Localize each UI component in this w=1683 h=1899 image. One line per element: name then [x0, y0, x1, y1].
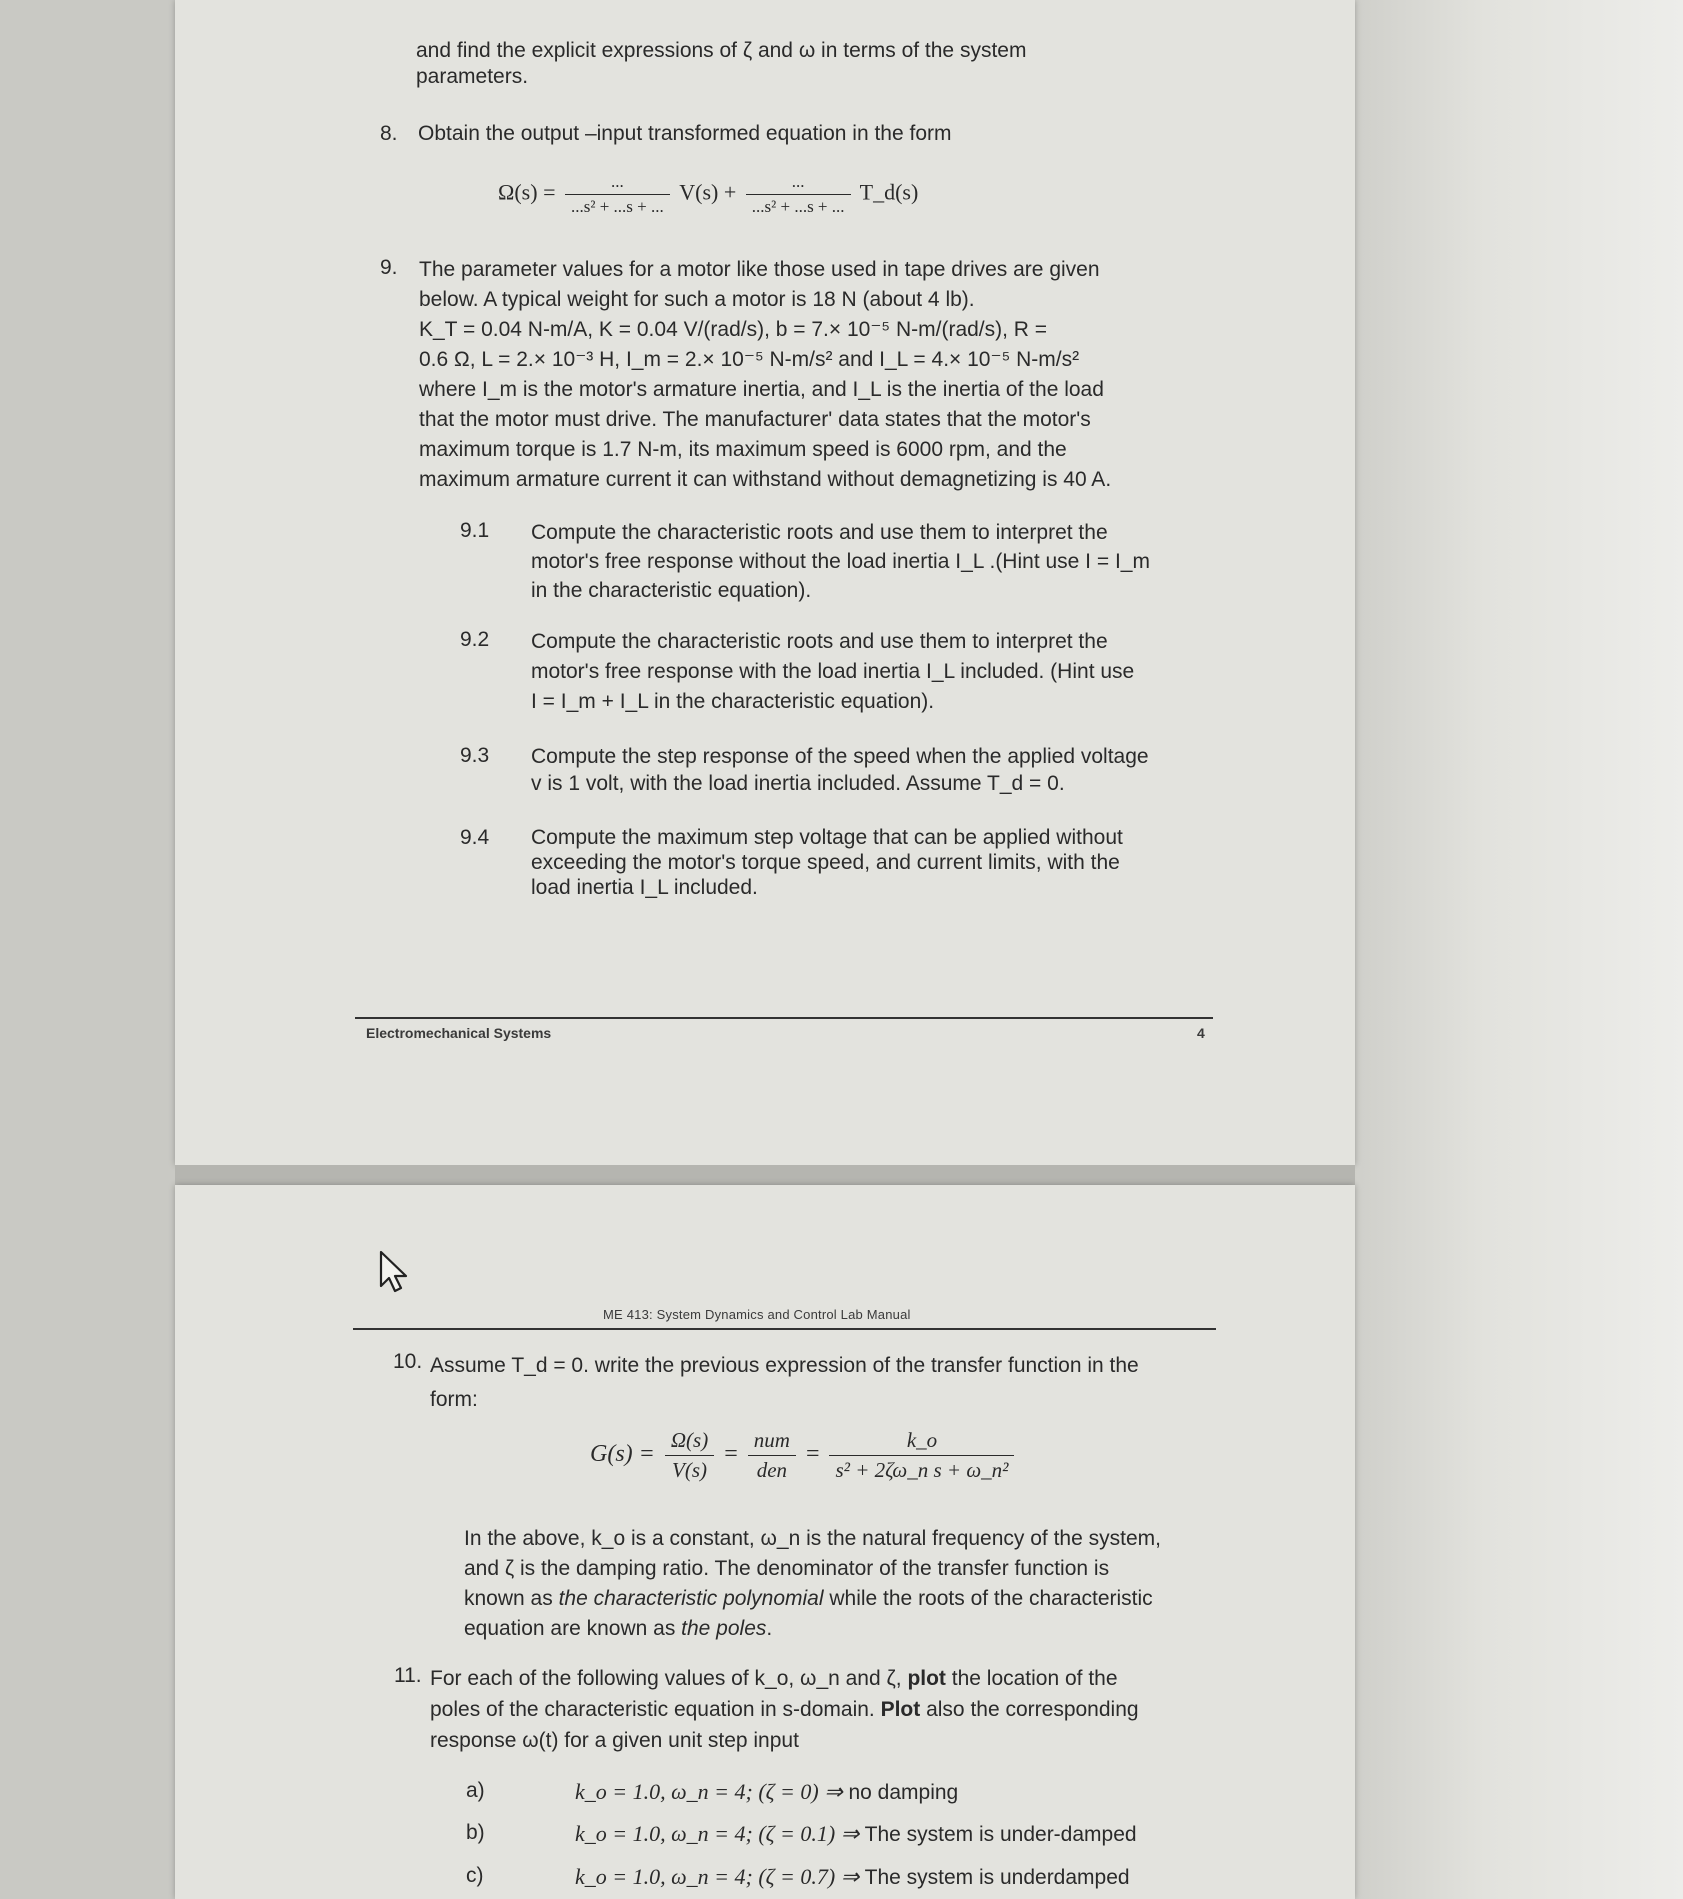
item-9-line-6: that the motor must drive. The manufacturer' data states that the motor's — [419, 408, 1091, 431]
sub-9-1-line-3: in the characteristic equation). — [531, 579, 812, 602]
eq8-num2: ... — [791, 172, 805, 191]
sub-9-4-text — [531, 825, 1214, 900]
header-rule — [353, 1328, 1216, 1330]
item-8-text: Obtain the output –input transformed equation in the form — [418, 122, 952, 145]
para-line-4a: equation are known as — [464, 1617, 682, 1640]
case-c-desc: The system is underdamped — [859, 1866, 1130, 1889]
para-line-3b: while the roots of the characteristic — [823, 1587, 1153, 1610]
case-a-math: k_o = 1.0, ω_n = 4; (ζ = 0) ⇒ — [575, 1779, 843, 1804]
footer-rule — [355, 1017, 1213, 1019]
item-10-text — [430, 1349, 1214, 1417]
case-c-expression — [575, 1864, 1130, 1890]
item-11-line-2a: poles of the characteristic equation in s-domain. — [430, 1698, 881, 1721]
item-10-line-2: form: — [430, 1388, 478, 1411]
item-9-line-3: K_T = 0.04 N-m/A, K = 0.04 V/(rad/s), b = 7.× 10⁻⁵ N-m/(rad/s), R = — [419, 318, 1048, 341]
eq8-den2: ...s² + ...s + ... — [746, 194, 851, 217]
sub-9-3-number: 9.3 — [460, 744, 490, 767]
mouse-cursor-icon — [378, 1250, 414, 1294]
sub-9-3-line-2: v is 1 volt, with the load inertia included. Assume T_d = 0. — [531, 772, 1065, 795]
item-11-line-2-bold: Plot — [880, 1698, 921, 1721]
intro-line-1-suffix: in terms of the system — [815, 39, 1027, 62]
sub-9-1-line-2: motor's free response without the load inertia I_L .(Hint use I = I_m — [531, 550, 1150, 573]
sub-9-2-line-1: Compute the characteristic roots and use them to interpret the — [531, 630, 1108, 653]
case-c-letter: c) — [466, 1864, 484, 1887]
para-line-1: In the above, k_o is a constant, ω_n is the natural frequency of the system, — [464, 1527, 1161, 1550]
item-11-line-1a: For each of the following values of k_o, ω_n and ζ, — [430, 1667, 908, 1690]
footer-left: Electromechanical Systems — [366, 1025, 552, 1041]
case-c-math: k_o = 1.0, ω_n = 4; (ζ = 0.7) ⇒ — [575, 1864, 860, 1889]
item-9-number: 9. — [380, 256, 398, 279]
item-11-line-1-bold: plot — [907, 1667, 946, 1690]
item-9-line-2: below. A typical weight for such a motor is 18 N (about 4 lb). — [419, 288, 975, 311]
item-10-equation: G(s) = $\frac{\Omega(s)}{V(s)}$ = $\frac{\text{num}}{\text{den}}$ = $\frac{k\_o}{\text{s² + 2ζω\_n s + ω\_n²}}$ — [590, 1428, 1018, 1483]
item-9-line-7: maximum torque is 1.7 N-m, its maximum speed is 6000 rpm, and the — [419, 438, 1067, 461]
case-a-expression — [575, 1779, 958, 1805]
definitions-paragraph — [464, 1524, 1214, 1644]
sub-9-1-number: 9.1 — [460, 519, 490, 542]
case-b-letter: b) — [466, 1821, 485, 1844]
item-9-line-5: where I_m is the motor's armature inertia, and I_L is the inertia of the load — [419, 378, 1104, 401]
item-10-number: 10. — [393, 1350, 423, 1373]
para-line-4-em: the poles — [681, 1617, 767, 1640]
para-line-3-em: the characteristic polynomial — [558, 1587, 824, 1610]
case-b-expression — [575, 1821, 1137, 1847]
sub-9-3-line-1: Compute the step response of the speed when the applied voltage — [531, 745, 1149, 768]
sub-9-1-text — [531, 518, 1214, 605]
eq8-num1: ... — [610, 172, 624, 191]
background-shadow — [1353, 0, 1683, 1899]
eq10-lhs: G(s) = — [590, 1441, 655, 1468]
sub-9-2-line-3: I = I_m + I_L in the characteristic equation). — [531, 690, 935, 713]
eq10-f3-num: k_o — [906, 1428, 938, 1452]
footer-page-number: 4 — [1197, 1025, 1205, 1041]
eq8-end: T_d(s) — [859, 179, 919, 205]
item-11-text — [430, 1663, 1214, 1756]
item-9-line-8: maximum armature current it can withstand without demagnetizing is 40 A. — [419, 468, 1112, 491]
intro-paragraph — [416, 38, 1218, 90]
intro-line-1: and find the explicit expressions of ζ and ω — [416, 39, 816, 62]
intro-line-2: parameters. — [416, 65, 529, 88]
page-gap — [175, 1165, 1355, 1185]
para-line-3a: known as — [464, 1587, 559, 1610]
eq10-f1-den: V(s) — [665, 1455, 714, 1483]
item-11-line-1b: the location of the — [945, 1667, 1118, 1690]
item-8-number: 8. — [380, 122, 398, 145]
para-line-4b: . — [766, 1617, 773, 1640]
eq8-mid: V(s) + — [679, 179, 737, 205]
sub-9-4-line-1: Compute the maximum step voltage that can be applied without — [531, 826, 1123, 849]
eq10-f1-num: Ω(s) — [670, 1428, 709, 1452]
case-a-letter: a) — [466, 1779, 485, 1802]
sub-9-4-line-3: load inertia I_L included. — [531, 876, 758, 899]
case-b-math: k_o = 1.0, ω_n = 4; (ζ = 0.1) ⇒ — [575, 1821, 860, 1846]
sub-9-4-number: 9.4 — [460, 826, 490, 849]
sub-9-4-line-2: exceeding the motor's torque speed, and current limits, with the — [531, 851, 1120, 874]
item-10-line-1: Assume T_d = 0. write the previous expression of the transfer function in the — [430, 1354, 1139, 1377]
sub-9-2-text — [531, 627, 1214, 717]
sub-9-1-line-1: Compute the characteristic roots and use them to interpret the — [531, 521, 1108, 544]
eq10-f2-den: den — [748, 1455, 796, 1483]
para-line-2: and ζ is the damping ratio. The denominator of the transfer function is — [464, 1557, 1110, 1580]
eq8-den1: ...s² + ...s + ... — [565, 194, 670, 217]
eq10-f2-num: num — [753, 1428, 790, 1452]
case-a-desc: no damping — [842, 1781, 959, 1804]
eq8-lhs: Ω(s) = — [498, 179, 556, 205]
sub-9-3-text — [531, 743, 1214, 797]
item-9-paragraph — [419, 255, 1217, 495]
item-11-number: 11. — [394, 1664, 422, 1687]
item-9-line-4: 0.6 Ω, L = 2.× 10⁻³ H, I_m = 2.× 10⁻⁵ N-m/s² and I_L = 4.× 10⁻⁵ N-m/s² — [419, 348, 1080, 371]
page-header: ME 413: System Dynamics and Control Lab Manual — [603, 1307, 911, 1322]
item-11-line-3: response ω(t) for a given unit step input — [430, 1729, 799, 1752]
item-9-line-1: The parameter values for a motor like those used in tape drives are given — [419, 258, 1100, 281]
item-11-line-2b: also the corresponding — [920, 1698, 1139, 1721]
eq10-f3-den: s² + 2ζω_n s + ω_n² — [829, 1455, 1014, 1483]
sub-9-2-line-2: motor's free response with the load inertia I_L included. (Hint use — [531, 660, 1135, 683]
sub-9-2-number: 9.2 — [460, 628, 490, 651]
item-8-equation — [498, 172, 918, 217]
case-b-desc: The system is under-damped — [859, 1823, 1137, 1846]
